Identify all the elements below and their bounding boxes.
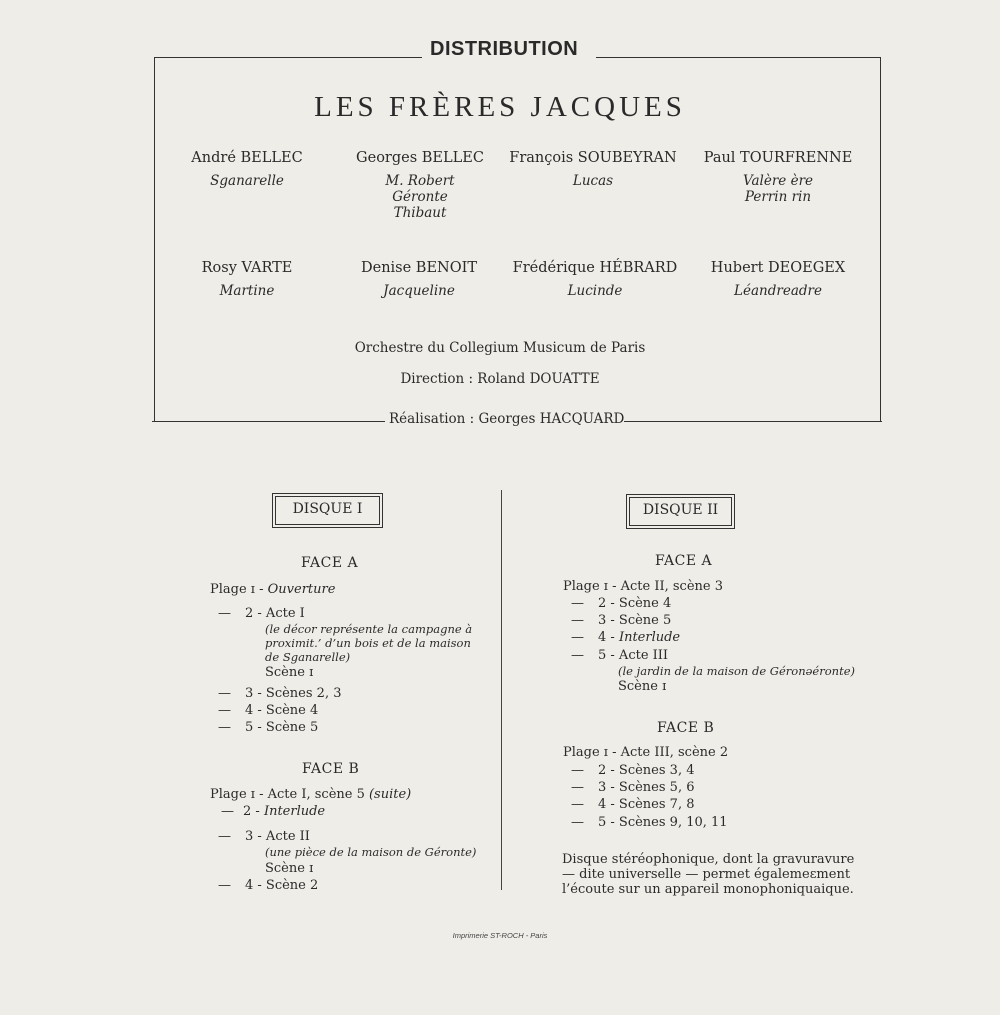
actor-name: Rosy VARTE: [201, 260, 293, 276]
ditto-dash: —: [218, 720, 231, 735]
track-line: 4 - Scènes 7, 8: [598, 797, 695, 812]
ditto-dash: —: [571, 780, 584, 795]
column-divider: [501, 490, 502, 890]
disque-1-face-b-title: FACE B: [302, 761, 360, 777]
scene-note: (le décor représente la campagne à proximit.’ d’un bois et de la maison de Sganarelle): [265, 622, 473, 664]
track-line: 5 - Acte III: [598, 648, 669, 663]
ditto-dash: —: [571, 815, 584, 830]
scene-note: (une pièce de la maison de Géronte): [265, 845, 477, 859]
ditto-dash: —: [218, 606, 231, 621]
cast-member: [152, 260, 342, 299]
direction-credit: Direction : Roland DOUATTE: [400, 371, 600, 387]
cast-member: [498, 150, 688, 189]
track-line: 3 - Acte II: [245, 829, 310, 844]
character-role: Lucinde: [567, 283, 623, 299]
realisation-credit: [385, 411, 628, 427]
character-role: Sganarelle: [210, 173, 284, 189]
realisation-text: Réalisation : Georges HACQUARD: [389, 411, 625, 427]
disque-2-face-a-title: FACE A: [655, 553, 713, 569]
cast-member: [324, 260, 514, 299]
actor-name: Paul TOURFRENNE: [703, 150, 853, 166]
track-line: Plage ɪ - Acte II, scène 3: [563, 579, 723, 594]
ditto-dash: —: [571, 648, 584, 663]
frame-top-left-rule: [154, 57, 422, 58]
ditto-dash: —: [218, 703, 231, 718]
page-title: DISTRIBUTION: [430, 38, 579, 60]
character-role: Thibaut: [393, 205, 447, 221]
disque-1-label-box: [272, 493, 383, 528]
disque-2-face-b-title: FACE B: [657, 720, 715, 736]
cast-member: [325, 150, 515, 221]
cast-member: [152, 150, 342, 189]
ditto-dash: —: [218, 878, 231, 893]
ditto-dash: —: [571, 630, 584, 645]
track-line: 3 - Scènes 5, 6: [598, 780, 695, 795]
ditto-dash: —: [221, 804, 234, 819]
track-line: 2 - Scène 4: [598, 596, 672, 611]
track-line: 5 - Scène 5: [245, 720, 319, 735]
cast-member: [683, 150, 873, 205]
scene-note: (le jardin de la maison de Géronǝéronte): [618, 664, 855, 678]
character-role: M. Robert: [385, 173, 455, 189]
actor-name: Hubert DEOEGEX: [710, 260, 846, 276]
actor-name: Georges BELLEC: [356, 150, 484, 166]
character-role: Léandreadre: [734, 283, 822, 299]
character-role: Valère ère: [742, 173, 814, 189]
track-line: Plage ɪ - Acte I, scène 5 (suite): [210, 787, 412, 802]
track-line: Plage ɪ - Acte III, scène 2: [563, 745, 729, 760]
ditto-dash: —: [571, 613, 584, 628]
character-role: Géronte: [392, 189, 448, 205]
troupe-name: LES FRÈRES JACQUES: [314, 91, 686, 123]
track-line: Scène ɪ: [265, 665, 314, 680]
track-line: Plage ɪ - Ouverture: [210, 582, 336, 597]
character-role: Martine: [219, 283, 275, 299]
cast-member: [500, 260, 690, 299]
ditto-dash: —: [571, 596, 584, 611]
track-line: 4 - Interlude: [598, 630, 681, 645]
stereo-note: Disque stéréophonique, dont la gravuravure — dite universelle — permet égalemeɛment l’écoute sur un appareil monophoniquaique.: [562, 852, 855, 897]
actor-name: Frédérique HÉBRARD: [512, 260, 678, 276]
track-line: 4 - Scène 4: [245, 703, 319, 718]
cast-member: [683, 260, 873, 299]
frame-top-right-rule: [596, 57, 881, 58]
character-role: Lucas: [572, 173, 614, 189]
frame-bottom-right-rule: [624, 421, 882, 422]
track-line: 2 - Scènes 3, 4: [598, 763, 695, 778]
disque-2-label: DISQUE II: [642, 502, 719, 518]
track-line: 3 - Scènes 2, 3: [245, 686, 342, 701]
frame-bottom-left-rule: [152, 421, 385, 422]
actor-name: André BELLEC: [191, 150, 303, 166]
track-line: 2 - Interlude: [243, 804, 326, 819]
ditto-dash: —: [571, 797, 584, 812]
ditto-dash: —: [571, 763, 584, 778]
disque-2-label-box: [626, 494, 735, 529]
ditto-dash: —: [218, 829, 231, 844]
track-line: 4 - Scène 2: [245, 878, 319, 893]
orchestra-credit: Orchestre du Collegium Musicum de Paris: [354, 340, 646, 356]
track-line: Scène ɪ: [618, 679, 667, 694]
ditto-dash: —: [218, 686, 231, 701]
disque-1-face-a-title: FACE A: [301, 555, 359, 571]
character-role: Jacqueline: [383, 283, 455, 299]
track-line: 5 - Scènes 9, 10, 11: [598, 815, 728, 830]
track-line: 2 - Acte I: [245, 606, 305, 621]
track-line: Scène ɪ: [265, 861, 314, 876]
track-line: 3 - Scène 5: [598, 613, 672, 628]
character-role: Perrin rin: [744, 189, 812, 205]
disque-1-label: DISQUE I: [292, 501, 363, 517]
printer-imprint: Imprimerie ST-ROCH - Paris: [452, 931, 548, 940]
actor-name: Denise BENOIT: [360, 260, 478, 276]
actor-name: François SOUBEYRAN: [509, 150, 677, 166]
